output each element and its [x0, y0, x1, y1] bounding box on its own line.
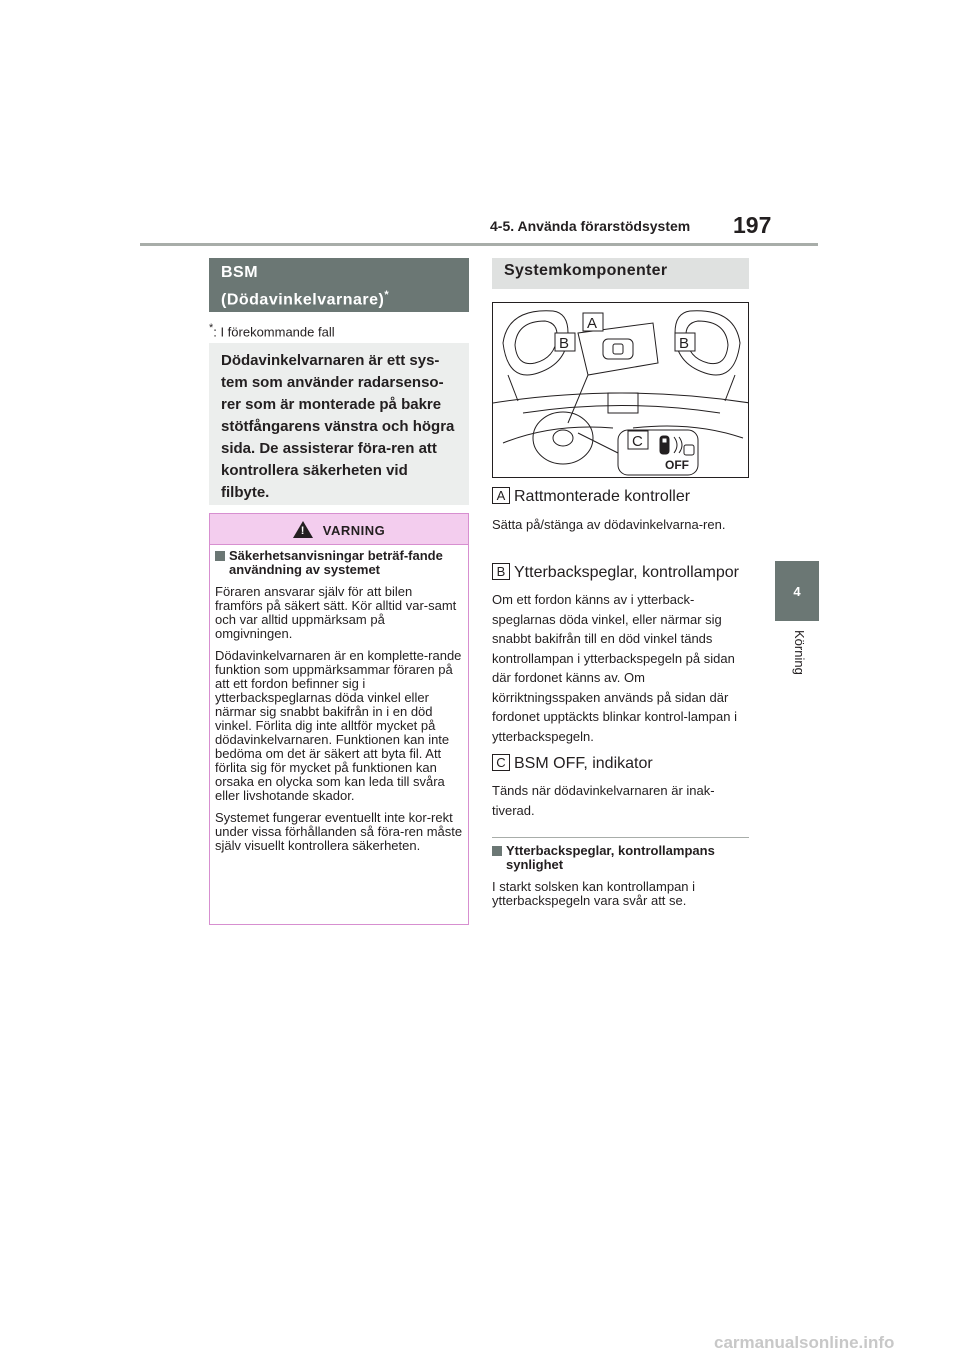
note-heading-text: Ytterbackspeglar, kontrollampans synlighet — [506, 843, 715, 872]
bsm-title-line1: BSM — [221, 264, 259, 281]
chapter-label: Körning — [792, 630, 807, 675]
warning-header — [210, 514, 468, 545]
bsm-asterisk: * — [384, 289, 390, 301]
section-title: 4-5. Använda förarstödsystem — [490, 218, 691, 234]
warning-box — [209, 513, 469, 925]
note-body: I starkt solsken kan kontrollampan i ytterbackspegeln vara svår att se. — [492, 879, 696, 908]
warning-triangle-icon: ! — [293, 521, 313, 538]
warning-body — [210, 545, 468, 853]
square-bullet-icon — [492, 846, 502, 856]
watermark: carmanualsonline.info — [714, 1333, 895, 1352]
warning-subtitle — [215, 549, 463, 577]
label-off: OFF — [665, 458, 689, 472]
footnote-text: : I förekommande fall — [213, 324, 335, 340]
bsm-intro: Dödavinkelvarnaren är ett sys-tem som använder radarsenso-rer som är monterade på bakre stötfångarens vänstra och högra sida. De assisterar föra-ren att kontrollera säkerheten vid filbyte. — [209, 343, 469, 505]
footnote-mark: * — [209, 322, 214, 334]
note-divider — [492, 837, 749, 838]
square-bullet-icon — [215, 551, 225, 561]
warning-paragraph: Dödavinkelvarnaren är en komplette-rande funktion som uppmärksammar föraren på att ett fordon befinner sig i ytterbackspeglarnas döda vinkel eller närmar sig snabbt bakifrån in i en död vinkel. Förlita dig inte alltför mycket på dödavinkelvarnaren. Funktionen kan inte bedöma om det är säkert att byta fil. Att förlita sig för mycket på funktionen kan orsaka en olycka som kan leda till svåra eller livshotande skador. — [215, 648, 462, 803]
component-b-title — [492, 563, 739, 582]
badge-c: C — [492, 754, 510, 771]
badge-a: A — [492, 487, 510, 504]
label-b-left: B — [559, 335, 570, 352]
component-a-title-text: Rattmonterade kontroller — [514, 488, 691, 505]
warning-subtitle-text: Säkerhetsanvisningar beträf-fande användning av systemet — [229, 548, 443, 577]
bsm-title-line2: (Dödavinkelvarnare) — [221, 291, 385, 309]
component-b-title-text: Ytterbackspeglar, kontrollampor — [514, 564, 739, 581]
dashboard-illustration — [492, 302, 749, 478]
footnote — [209, 322, 335, 339]
label-b-right: B — [679, 335, 690, 352]
component-b-desc: Om ett fordon känns av i ytterback-speglarnas döda vinkel, eller närmar sig snabbt bakifrån till en död vinkel tänds kontrollampan i ytterbackspegeln på sidan där fordonet känns av. Om körriktningsspaken används på sidan där fordonet upptäckts blinkar kontrol-lampan i ytterbackspegeln. — [492, 592, 737, 744]
label-a: A — [587, 315, 598, 332]
component-c-title-text: BSM OFF, indikator — [514, 755, 653, 772]
page-number: 197 — [733, 212, 772, 238]
warning-title: VARNING — [322, 523, 386, 538]
label-c: C — [632, 433, 643, 450]
header-divider — [140, 243, 818, 246]
component-c-title — [492, 754, 653, 773]
warning-paragraph: Föraren ansvarar själv för att bilen framförs på säkert sätt. Kör alltid var-samt och var alltid uppmärksam på omgivningen. — [215, 584, 457, 641]
dashboard-drawing — [493, 303, 749, 478]
chapter-tab: 4 — [775, 561, 819, 621]
badge-b: B — [492, 563, 510, 580]
component-a-desc: Sätta på/stänga av dödavinkelvarna-ren. — [492, 517, 726, 532]
bsm-heading — [209, 258, 469, 312]
warning-paragraph: Systemet fungerar eventuellt inte kor-rekt under vissa förhållanden så föra-ren måste själv visuellt kontrollera säkerheten. — [215, 810, 463, 853]
component-c-desc: Tänds när dödavinkelvarnaren är inak-tiverad. — [492, 783, 715, 818]
note-heading — [492, 844, 752, 872]
components-heading: Systemkomponenter — [492, 258, 749, 289]
component-a-title — [492, 487, 690, 506]
